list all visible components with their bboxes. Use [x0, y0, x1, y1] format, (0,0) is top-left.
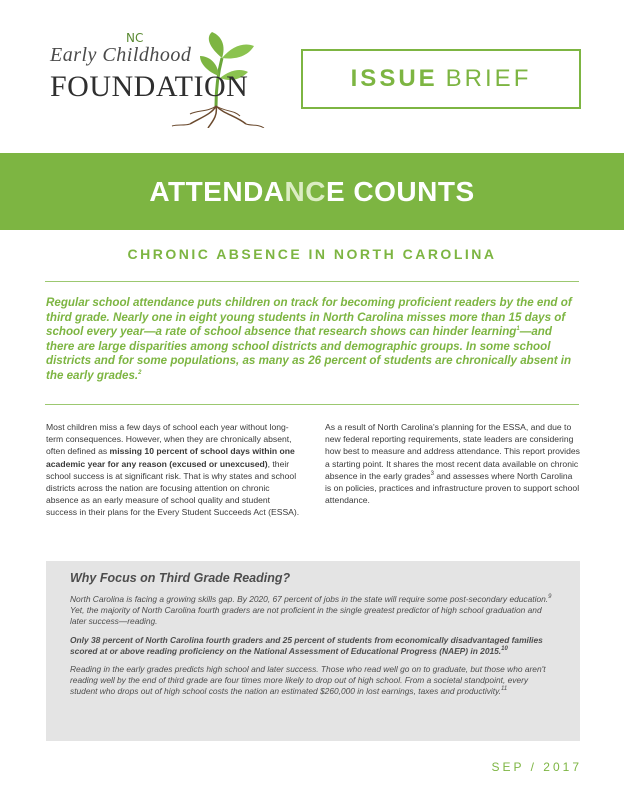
left-text-c: , their school success is at significant risk. That is why states and school districts across the nation are focusing attention on chronic absence as an early measure of school quality and student success in their plans for the Every Student Succeeds Act (ESSA). [46, 458, 300, 518]
box-title: Why Focus on Third Grade Reading? [70, 571, 291, 585]
right-text-b: and assesses where North Carolina is on policies, practices and infrastructure proven to support school attendance. [325, 470, 580, 506]
page-title [149, 176, 474, 208]
issue-brief-badge [301, 49, 581, 109]
title-banner [0, 153, 624, 230]
logo-nc-text: NC [126, 31, 144, 45]
issue-brief-bold: ISSUE [350, 65, 438, 92]
logo-early-childhood-text: Early Childhood [50, 44, 192, 66]
box-paragraph-2 [70, 635, 556, 657]
title-part-3: E COUNTS [325, 175, 475, 207]
box-footnote-10: 10 [501, 646, 508, 653]
left-text-bold: missing 10 percent of school days within one academic year for any reason (excused or unexcused) [46, 446, 295, 469]
box-p2-text: Only 38 percent of North Carolina fourth graders and 25 percent of students from economically disadvantaged families scored at or above reading proficiency on the National Assessment of Educational Progress (NAEP) in 2015. [70, 634, 543, 656]
box-footnote-9: 9 [548, 594, 552, 601]
box-paragraph-1 [70, 594, 556, 628]
left-text-a: Most children miss a few days of school each year without long-term consequences. However, when they are chronically absent, often defined as [46, 422, 292, 457]
title-part-nc: NC [284, 175, 326, 207]
intro-paragraph [46, 296, 580, 384]
divider-bottom [45, 404, 579, 405]
foundation-logo [40, 28, 270, 128]
box-p1-b: Yet, the majority of North Carolina fourth graders are not proficient in the single greatest predictor of high school graduation and later success—reading. [70, 605, 542, 627]
intro-text: Regular school attendance puts children on track for becoming proficient readers by the end of third grade. Nearly one in eight young students in North Carolina misses more than 15 days of school every year—a rate of school absence that research shows can hinder learning [46, 296, 572, 339]
sidebar-box [46, 561, 580, 741]
divider-top [45, 281, 579, 282]
body-column-left [46, 421, 301, 519]
right-footnote-3: 3 [430, 470, 434, 477]
logo-foundation-text: FOUNDATION [50, 70, 249, 103]
intro-footnote-1: 1 [516, 326, 520, 333]
box-paragraph-3 [70, 664, 556, 698]
page-subtitle: CHRONIC ABSENCE IN NORTH CAROLINA [127, 246, 497, 262]
intro-footnote-2: 2 [138, 370, 142, 377]
box-p1-a: North Carolina is facing a growing skills gap. By 2020, 67 percent of jobs in the state will require some post-secondary education. [70, 594, 549, 604]
box-footnote-11: 11 [500, 686, 508, 693]
right-text-a: As a result of North Carolina's planning for the ESSA, and due to new federal reporting requirements, state leaders are considering how best to measure and address attendance. This report provides a starting point. It shares the most recent data available on chronic absence in the early grades [325, 422, 580, 481]
issue-brief-light: BRIEF [445, 65, 532, 92]
body-column-right [325, 421, 580, 506]
intro-text-2: —and there are large disparities among school districts and demographic groups. In some school districts and for some populations, as many as 26 percent of students are chronically absent in the early grades. [46, 325, 572, 382]
box-p3-text: Reading in the early grades predicts high school and later success. Those who read well go on to graduate, but those who aren't reading well by the end of third grade are four times more likely to drop out of high school. From a societal standpoint, every student who drops out of high school costs the nation an estimated $260,000 in lost earnings, taxes and productivity. [70, 664, 546, 697]
title-part-1: ATTENDA [149, 175, 285, 207]
publication-date: SEP / 2017 [491, 760, 582, 774]
